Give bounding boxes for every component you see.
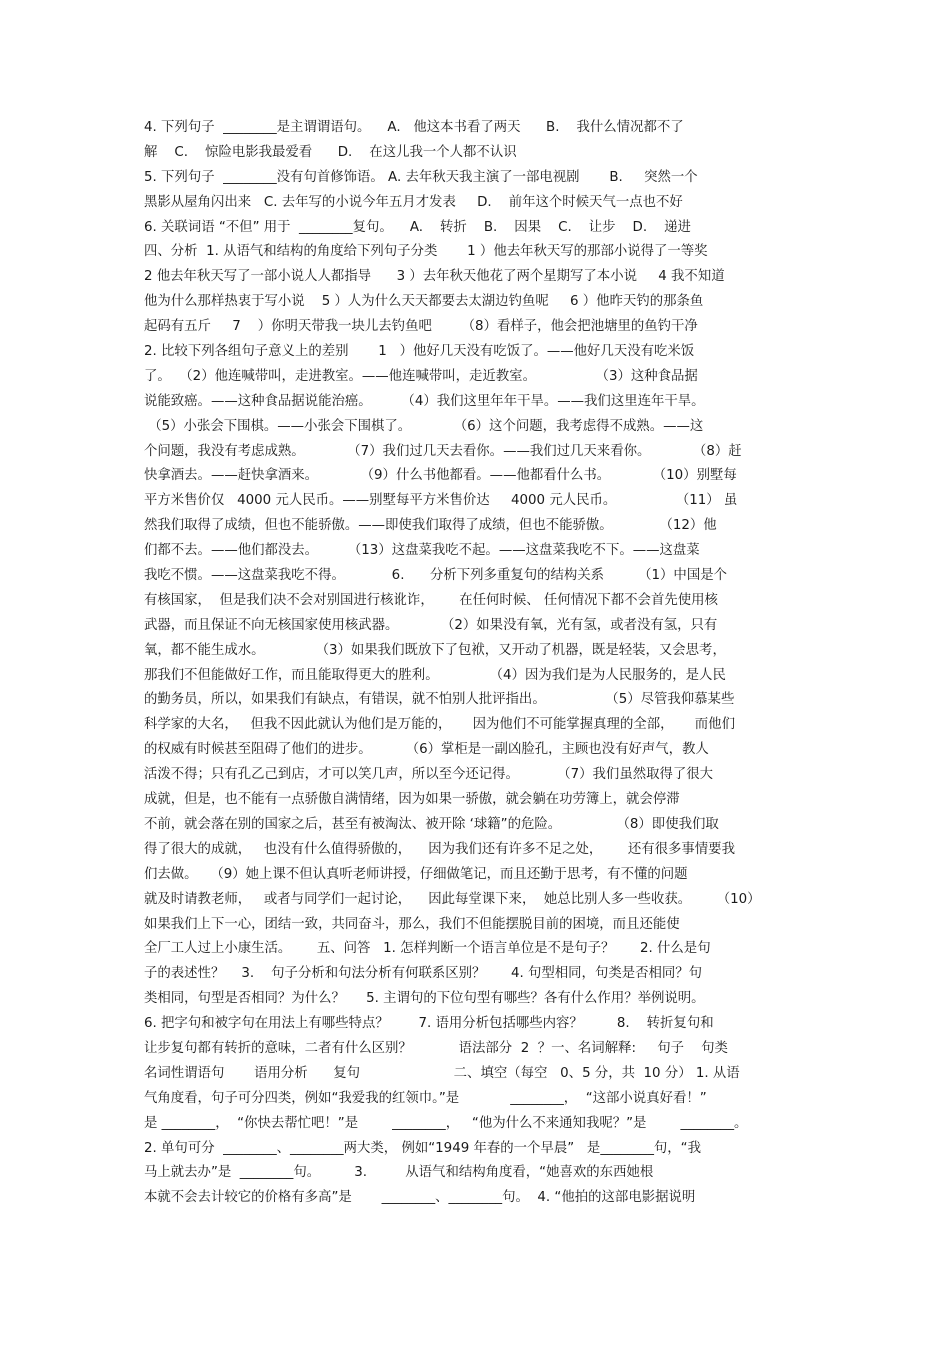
text-line: 气角度看，句子可分四类，例如“我爱我的红领巾。”是 ________， “这部小说真好看！” <box>144 1090 707 1106</box>
text-line: 就及时请教老师， 或者与同学们一起讨论， 因此每堂课下来， 她总比别人多一些收获。 （10） <box>144 891 761 907</box>
text-line: 起码有五斤 7 ）你明天带我一块儿去钓鱼吧 （8）看样子，他会把池塘里的鱼钓干净 <box>144 319 698 335</box>
text-line: 科学家的大名， 但我不因此就认为他们是万能的， 因为他们不可能掌握真理的全部， 而他们 <box>144 717 735 733</box>
text-line: 活泼不得；只有孔乙己到店，才可以笑几声，所以至今还记得。 （7）我们虽然取得了很大 <box>144 767 714 783</box>
text-line: 的勤务员，所以，如果我们有缺点，有错误，就不怕别人批评指出。 （5）尽管我仰慕某些 <box>144 692 735 708</box>
text-line: 马上就去办”是 ________句。 3. 从语气和结构角度看，“她喜欢的东西她根 <box>144 1165 654 1181</box>
text-line: 们都不去。——他们都没去。 （13）这盘菜我吃不起。——这盘菜我吃不下。——这盘菜 <box>144 543 700 559</box>
text-line: 6. 把字句和被字句在用法上有哪些特点？ 7. 语用分析包括哪些内容？ 8. 转折复句和 <box>144 1016 714 1032</box>
text-line: 快拿酒去。——赶快拿酒来。 （9）什么书他都看。——他都看什么书。 （10）别墅每 <box>144 468 737 484</box>
text-line: 2 他去年秋天写了一部小说人人都指导 3 ）去年秋天他花了两个星期写了本小说 4 我不知道 <box>144 269 725 285</box>
text-line: 的权威有时候甚至阻碍了他们的进步。 （6）掌柜是一副凶脸孔，主顾也没有好声气，教人 <box>144 742 709 758</box>
text-line: 个问题，我没有考虑成熟。 （7）我们过几天去看你。——我们过几天来看你。 （8）赶 <box>144 443 742 459</box>
text-line: 全厂工人过上小康生活。 五、问答 1. 怎样判断一个语言单位是不是句子？ 2. 什么是句 <box>144 941 711 957</box>
text-line: 有核国家， 但是我们决不会对别国进行核讹诈， 在任何时候、 任何情况下都不会首先使用核 <box>144 592 718 608</box>
text-line: 了。 （2）他连喊带叫，走进教室。——他连喊带叫，走近教室。 （3）这种食品据 <box>144 368 698 384</box>
text-line: （5）小张会下围棋。——小张会下围棋了。 （6）这个问题，我考虑得不成熟。——这 <box>144 418 704 434</box>
text-line: 如果我们上下一心，团结一致，共同奋斗，那么，我们不但能摆脱目前的困境，而且还能使 <box>144 916 680 932</box>
text-line: 四、分析 1. 从语气和结构的角度给下列句子分类 1 ）他去年秋天写的那部小说得了一等奖 <box>144 244 708 260</box>
document-body <box>144 116 808 1211</box>
text-line: 名词性谓语句 语用分析 复句 二、填空（每空 0、5 分，共 10 分） 1. 从语 <box>144 1065 740 1081</box>
text-line: 4. 下列句子 ________是主谓谓语句。 A. 他这本书看了两天 B. 我什么情况都不了 <box>144 120 684 135</box>
text-line: 说能致癌。——这种食品据说能治癌。 （4）我们这里年年干旱。——我们这里连年干旱。 <box>144 393 705 409</box>
text-line: 类相同，句型是否相同？为什么？ 5. 主谓句的下位句型有哪些？各有什么作用？举例说明。 <box>144 991 705 1007</box>
text-line: 5. 下列句子 ________没有句首修饰语。 A. 去年秋天我主演了一部电视剧 B. 突然一个 <box>144 169 698 185</box>
text-line: 解 C. 惊险电影我最爱看 D. 在这儿我一个人都不认识 <box>144 144 517 160</box>
text-line: 6. 关联词语 “不但” 用于 ________复句。 A. 转折 B. 因果 C. 让步 D. 递进 <box>144 219 691 235</box>
text-line: 黑影从屋角闪出来 C. 去年写的小说今年五月才发表 D. 前年这个时候天气一点也不好 <box>144 194 683 210</box>
text-line: 2. 单句可分 ________、________两大类， 例如“1949 年春的一个早晨” 是________句，“我 <box>144 1140 701 1156</box>
text-line: 2. 比较下列各组句子意义上的差别 1 ）他好几天没有吃饭了。——他好几天没有吃米饭 <box>144 344 695 360</box>
text-line: 不前，就会落在别的国家之后，甚至有被淘汰、被开除 ‘球籍”的危险。 （8）即使我们取 <box>144 816 719 832</box>
text-line: 然我们取得了成绩，但也不能骄傲。——即使我们取得了成绩，但也不能骄傲。 （12）他 <box>144 518 717 534</box>
text-line: 平方米售价仅 4000 元人民币。——别墅每平方米售价达 4000 元人民币。 （11） 虽 <box>144 493 738 509</box>
text-line: 本就不会去计较它的价格有多高”是 ________、________句。 4. “他拍的这部电影据说明 <box>144 1190 696 1206</box>
text-line: 是 ________， “你快去帮忙吧！”是 ________， “他为什么不来通知我呢？”是 ________。 <box>144 1115 748 1131</box>
text-line: 我吃不惯。——这盘菜我吃不得。 6. 分析下列多重复句的结构关系 （1）中国是个 <box>144 568 727 584</box>
text-line: 得了很大的成就， 也没有什么值得骄傲的， 因为我们还有许多不足之处， 还有很多事情要我 <box>144 841 735 857</box>
text-line: 那我们不但能做好工作，而且能取得更大的胜利。 （4）因为我们是为人民服务的，是人民 <box>144 667 726 683</box>
text-line: 成就，但是，也不能有一点骄傲自满情绪，因为如果一骄傲，就会躺在功劳簿上，就会停滞 <box>144 792 680 808</box>
text-line: 他为什么那样热衷于写小说 5 ）人为什么天天都要去太湖边钓鱼呢 6 ）他昨天钓的那条鱼 <box>144 294 704 310</box>
text-line: 让步复句都有转折的意味，二者有什么区别？ 语法部分 2 ？一、名词解释: 句子 句类 <box>144 1040 728 1056</box>
text-line: 们去做。 （9）她上课不但认真听老师讲授，仔细做笔记，而且还勤于思考，有不懂的问题 <box>144 866 688 882</box>
text-line: 武器，而且保证不向无核国家使用核武器。 （2）如果没有氧，光有氢，或者没有氢，只有 <box>144 617 718 633</box>
text-line: 氧，都不能生成水。 （3）如果我们既放下了包袱，又开动了机器，既是轻装，又会思考， <box>144 642 726 658</box>
text-line: 子的表述性？ 3. 句子分析和句法分析有何联系区别？ 4. 句型相同，句类是否相同？句 <box>144 966 703 982</box>
